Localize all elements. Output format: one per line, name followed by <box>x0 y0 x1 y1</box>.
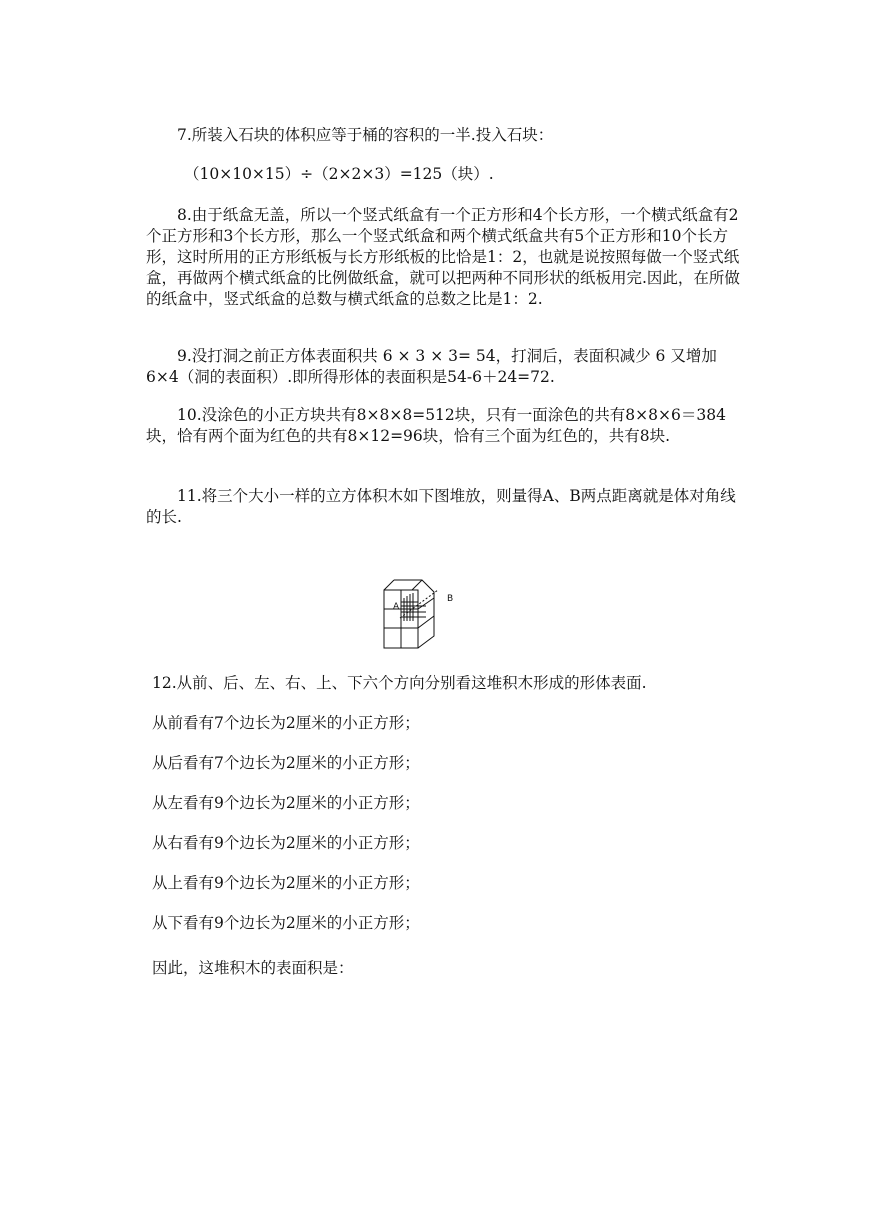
answer-11: 11.将三个大小一样的立方体积木如下图堆放，则量得A、B两点距离就是体对角线的长. <box>146 487 736 526</box>
view-top: 从上看有9个边长为2厘米的小正方形； <box>152 874 420 892</box>
diagram-label-b: B <box>447 594 454 604</box>
answer-10: 10.没涂色的小正方块共有8×8×8=512块，只有一面涂色的共有8×8×6＝384块，恰有两个面为红色的共有8×12=96块，恰有三个面为红色的，共有8块. <box>146 406 726 445</box>
answer-12-conclusion: 因此，这堆积木的表面积是： <box>152 959 354 977</box>
answer-8: 8.由于纸盒无盖，所以一个竖式纸盒有一个正方形和4个长方形，一个横式纸盒有2个正方形和3个长方形，那么一个竖式纸盒和两个横式纸盒共有5个正方形和10个长方形，这时所用的正方形纸板与长方形纸板的比恰是1：2，也就是说按照每做一个竖式纸盒，再做两个横式纸盒的比例做纸盒，就可以把两种不同形状的纸板用完.因此，在所做的纸盒中，竖式纸盒的总数与横式纸盒的总数之比是1：2. <box>146 206 740 308</box>
view-front: 从前看有7个边长为2厘米的小正方形； <box>152 714 420 732</box>
stacked-cubes-diagram <box>376 576 460 652</box>
view-back: 从后看有7个边长为2厘米的小正方形； <box>152 754 420 772</box>
answer-7: 7.所装入石块的体积应等于桶的容积的一半.投入石块： <box>177 126 554 144</box>
view-left: 从左看有9个边长为2厘米的小正方形； <box>152 794 420 812</box>
view-bottom: 从下看有9个边长为2厘米的小正方形； <box>152 914 420 932</box>
diagram-label-a: A <box>393 602 400 612</box>
answer-12-intro: 12.从前、后、左、右、上、下六个方向分别看这堆积木形成的形体表面. <box>152 674 647 692</box>
answer-9: 9.没打洞之前正方体表面积共 6 × 3 × 3= 54，打洞后，表面积减少 6 又增加 6×4（洞的表面积）.即所得形体的表面积是54-6＋24=72. <box>146 347 717 386</box>
view-right: 从右看有9个边长为2厘米的小正方形； <box>152 834 420 852</box>
diagram-diagonal-ab <box>400 590 438 618</box>
answer-7-formula: （10×10×15）÷（2×2×3）=125（块）. <box>184 165 494 183</box>
